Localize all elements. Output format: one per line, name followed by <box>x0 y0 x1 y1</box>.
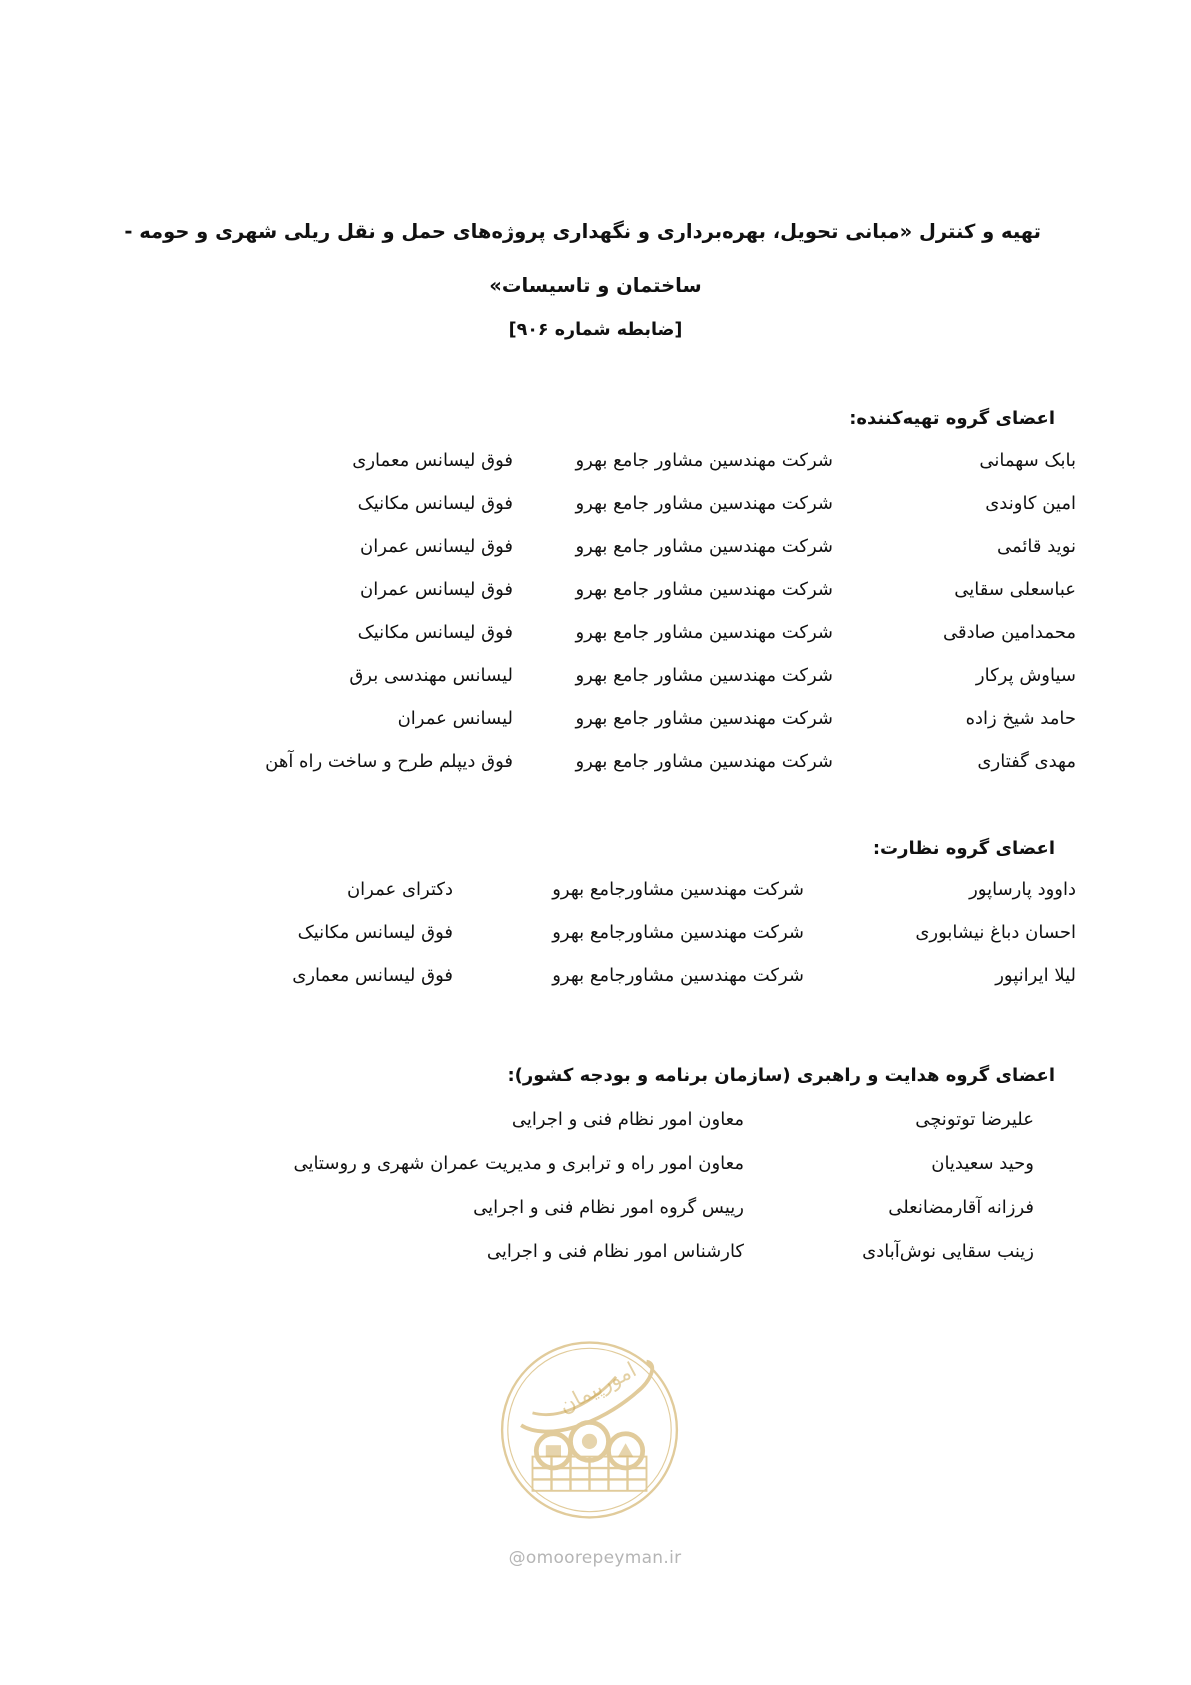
omoore-peyman-logo-watermark <box>492 1335 687 1525</box>
member-degree: فوق لیسانس معماری <box>292 965 453 986</box>
member-name: احسان دباغ نیشابوری <box>915 922 1076 943</box>
preparer-row <box>0 708 1191 738</box>
member-name: زینب سقایی نوش‌آبادی <box>862 1241 1034 1262</box>
member-role: کارشناس امور نظام فنی و اجرایی <box>486 1241 744 1262</box>
member-organization: شرکت مهندسین مشاور جامع بهرو <box>575 708 833 729</box>
member-organization: شرکت مهندسین مشاور جامع بهرو <box>575 536 833 557</box>
guidance-heading: اعضای گروه هدایت و راهبری (سازمان برنامه و بودجه کشور): <box>507 1065 1055 1086</box>
member-degree: فوق لیسانس مکانیک <box>357 622 513 643</box>
member-organization: شرکت مهندسین مشاورجامع بهرو <box>552 922 804 943</box>
member-name: علیرضا توتونچی <box>915 1109 1034 1130</box>
preparers-heading: اعضای گروه تهیه‌کننده: <box>849 408 1055 429</box>
preparer-row <box>0 622 1191 652</box>
member-role: رییس گروه امور نظام فنی و اجرایی <box>473 1197 744 1218</box>
watermark-url: @omoorepeyman.ir <box>508 1548 682 1568</box>
member-degree: فوق لیسانس عمران <box>359 579 513 600</box>
guidance-row <box>0 1241 1191 1271</box>
member-name: داوود پارساپور <box>969 879 1076 900</box>
standard-number: [ضابطه شماره ۹۰۶] <box>508 320 683 340</box>
preparer-row <box>0 536 1191 566</box>
member-degree: فوق لیسانس معماری <box>352 450 513 471</box>
member-name: لیلا ایرانپور <box>995 965 1076 986</box>
member-organization: شرکت مهندسین مشاور جامع بهرو <box>575 579 833 600</box>
member-organization: شرکت مهندسین مشاور جامع بهرو <box>575 450 833 471</box>
member-name: محمدامین صادقی <box>942 622 1076 643</box>
member-role: معاون امور راه و ترابری و مدیریت عمران شهری و روستایی <box>293 1153 744 1174</box>
logo-lettering: امورپیمان <box>554 1357 641 1418</box>
member-degree: دکترای عمران <box>346 879 453 900</box>
member-degree: لیسانس عمران <box>397 708 513 729</box>
preparer-row <box>0 579 1191 609</box>
member-organization: شرکت مهندسین مشاور جامع بهرو <box>575 622 833 643</box>
supervisors-heading: اعضای گروه نظارت: <box>872 838 1055 859</box>
preparer-row <box>0 493 1191 523</box>
member-name: نوید قائمی <box>997 536 1076 557</box>
member-name: سیاوش پرکار <box>975 665 1076 686</box>
member-name: وحید سعیدیان <box>931 1153 1034 1174</box>
member-name: امین کاوندی <box>985 493 1076 514</box>
member-name: فرزانه آقارمضانعلی <box>888 1197 1034 1218</box>
member-degree: فوق دیپلم طرح و ساخت راه آهن <box>265 751 513 772</box>
member-organization: شرکت مهندسین مشاور جامع بهرو <box>575 493 833 514</box>
member-name: مهدی گفتاری <box>977 751 1076 772</box>
guidance-row <box>0 1153 1191 1183</box>
member-organization: شرکت مهندسین مشاور جامع بهرو <box>575 665 833 686</box>
supervisor-row <box>0 922 1191 952</box>
guidance-row <box>0 1197 1191 1227</box>
member-degree: لیسانس مهندسی برق <box>349 665 513 686</box>
member-degree: فوق لیسانس مکانیک <box>357 493 513 514</box>
member-degree: فوق لیسانس عمران <box>359 536 513 557</box>
member-name: بابک سهمانی <box>979 450 1076 471</box>
member-organization: شرکت مهندسین مشاور جامع بهرو <box>575 751 833 772</box>
preparer-row <box>0 751 1191 781</box>
member-organization: شرکت مهندسین مشاورجامع بهرو <box>552 965 804 986</box>
document-title-line-2: ساختمان و تاسیسات» <box>489 274 702 297</box>
member-name: عباسعلی سقایی <box>954 579 1076 600</box>
document-title-line-1: تهیه و کنترل «مبانی تحویل، بهره‌برداری و نگهداری پروژه‌های حمل و نقل ریلی شهری و حومه - <box>124 220 1041 243</box>
supervisor-row <box>0 879 1191 909</box>
preparer-row <box>0 665 1191 695</box>
member-role: معاون امور نظام فنی و اجرایی <box>511 1109 744 1130</box>
preparer-row <box>0 450 1191 480</box>
member-organization: شرکت مهندسین مشاورجامع بهرو <box>552 879 804 900</box>
member-name: حامد شیخ زاده <box>965 708 1076 729</box>
member-degree: فوق لیسانس مکانیک <box>297 922 453 943</box>
guidance-row <box>0 1109 1191 1139</box>
supervisor-row <box>0 965 1191 995</box>
